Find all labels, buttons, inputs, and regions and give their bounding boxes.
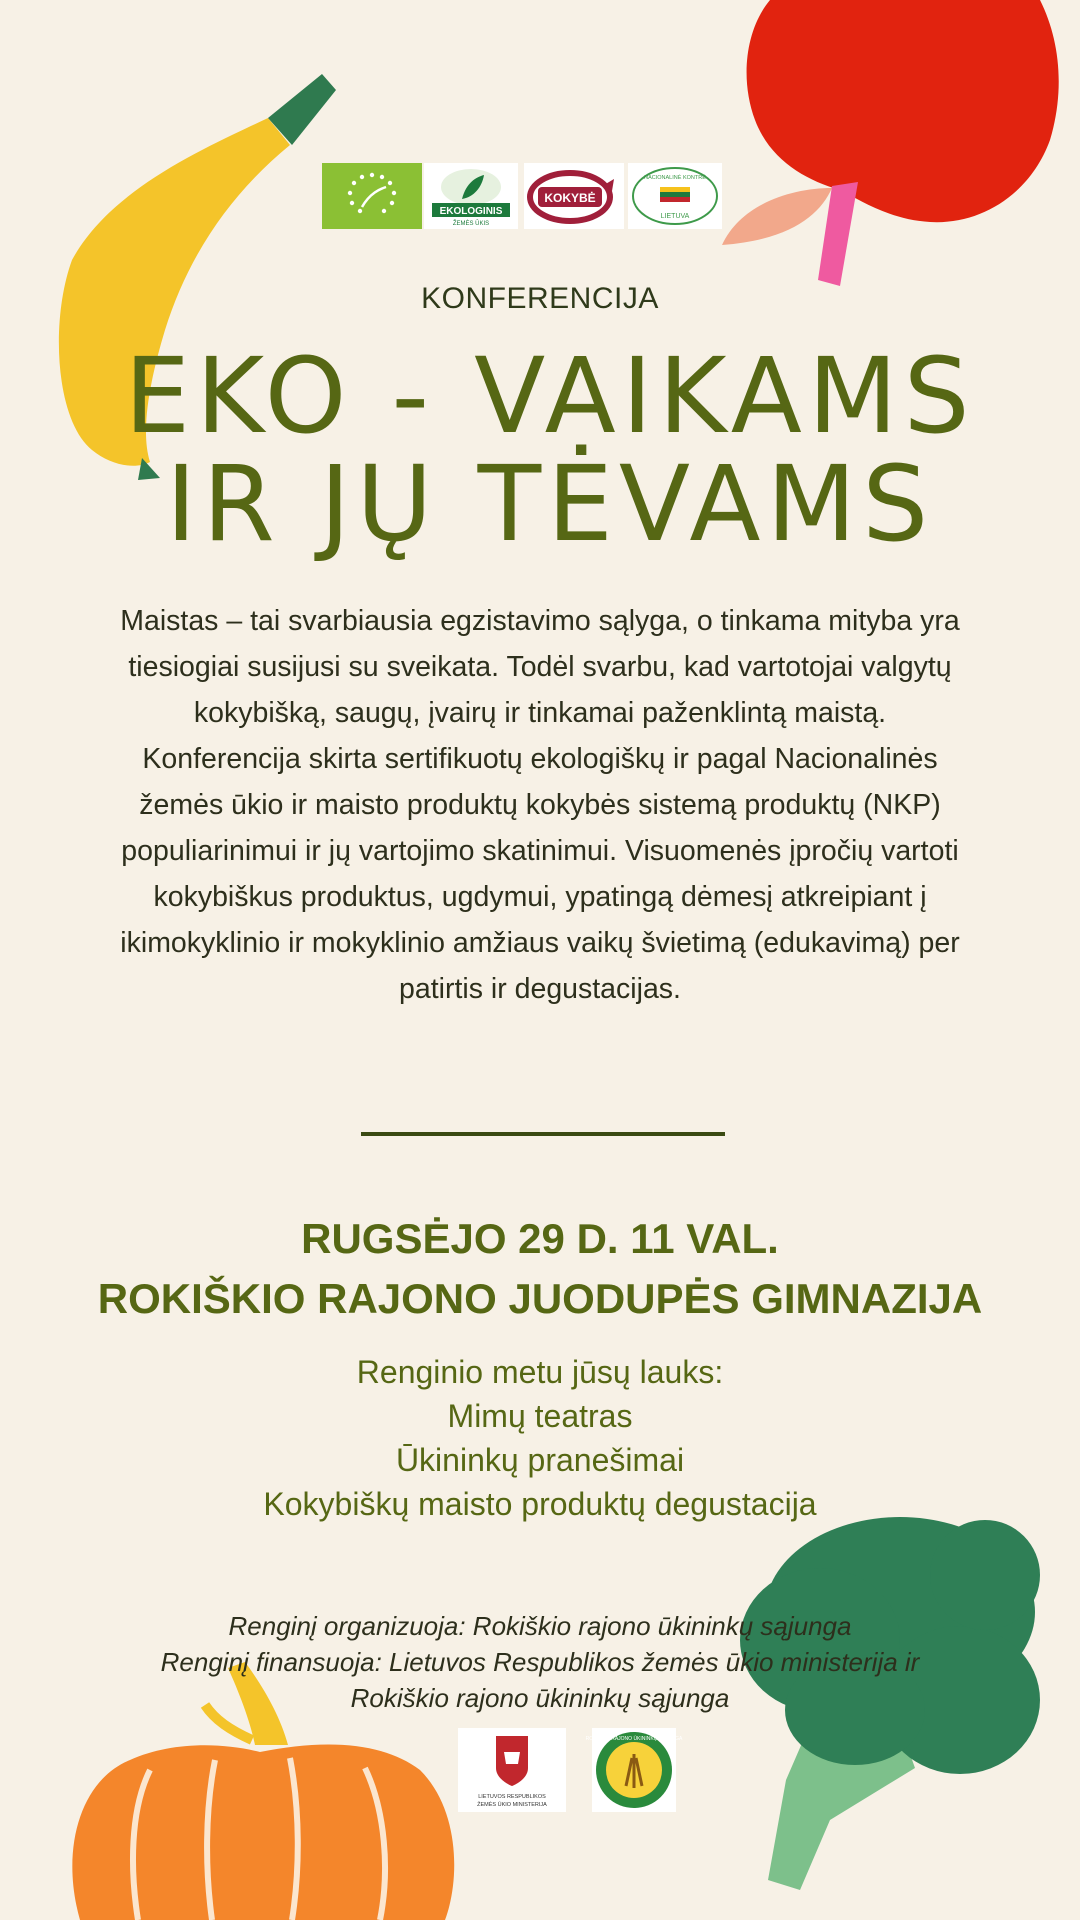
ekologinis-logo xyxy=(424,160,518,232)
nkp-logo xyxy=(628,160,722,232)
page-title-line1: EKO - VAIKAMS xyxy=(124,335,976,457)
program-item: Ūkininkų pranešimai xyxy=(395,1442,685,1478)
svg-text:ROKIŠKIO RAJONO ŪKININKŲ SĄJUN: ROKIŠKIO RAJONO ŪKININKŲ SĄJUNGA xyxy=(585,1736,683,1742)
program-list xyxy=(0,1350,1080,1526)
intro-paragraph-2: Konferencija skirta sertifikuotų ekologiškų ir pagal Nacionalinės žemės ūkio ir maisto produktų kokybės sistemą produktų (NKP) populiarinimui ir jų vartojimo skatinimui. Visuomenės įpročių vartoti kokybiškus produktus, ugdymui, ypatingą dėmesį atkreipiant į ikimokyklinio ir mokyklinio amžiaus vaikų švietimą (edukavimą) per patirtis ir degustacijas. xyxy=(120,743,960,1005)
sponsor-logos xyxy=(458,1728,683,1812)
svg-text:LIETUVA: LIETUVA xyxy=(660,213,690,220)
intro-text xyxy=(110,598,970,1012)
certification-logos xyxy=(320,160,725,235)
funder-line-1: Renginį finansuoja: Lietuvos Respublikos žemės ūkio ministerija ir xyxy=(160,1647,920,1677)
intro-paragraph-1: Maistas – tai svarbiausia egzistavimo sąlyga, o tinkama mityba yra tiesiogiai susijusi su sveikata. Todėl svarbu, kad vartotojai valgytų kokybišką, saugų, įvairų ir tinkamai paženklintą maistą. xyxy=(120,605,960,729)
divider xyxy=(361,1132,725,1136)
event-place: ROKIŠKIO RAJONO JUODUPĖS GIMNAZIJA xyxy=(97,1275,983,1322)
svg-text:ŽEMĖS ŪKIO MINISTERIJA: ŽEMĖS ŪKIO MINISTERIJA xyxy=(477,1802,547,1808)
program-item: Mimų teatras xyxy=(447,1398,633,1434)
event-date: RUGSĖJO 29 D. 11 VAL. xyxy=(301,1215,779,1262)
svg-text:ŽEMĖS ŪKIS: ŽEMĖS ŪKIS xyxy=(452,221,490,227)
kokybe-logo xyxy=(524,160,624,232)
svg-text:NACIONALINĖ KONTRĖ: NACIONALINĖ KONTRĖ xyxy=(644,175,706,181)
svg-text:EKOLOGINIS: EKOLOGINIS xyxy=(439,206,503,217)
svg-text:LIETUVOS RESPUBLIKOS: LIETUVOS RESPUBLIKOS xyxy=(478,1794,546,1800)
credits xyxy=(100,1608,980,1716)
program-heading: Renginio metu jūsų lauks: xyxy=(356,1354,724,1390)
organizer-line: Renginį organizuoja: Rokiškio rajono ūkininkų sąjunga xyxy=(228,1611,852,1641)
farmers-union-logo xyxy=(585,1728,683,1812)
event-type-label: KONFERENCIJA xyxy=(421,282,659,315)
page-title-line2: IR JŲ TĖVAMS xyxy=(165,443,935,565)
svg-text:KOKYBĖ: KOKYBĖ xyxy=(544,191,596,205)
apple-illustration xyxy=(722,0,1059,286)
funder-line-2: Rokiškio rajono ūkininkų sąjunga xyxy=(350,1683,730,1713)
program-item: Kokybiškų maisto produktų degustacija xyxy=(263,1486,817,1522)
ministry-logo xyxy=(458,1728,566,1812)
eu-organic-logo xyxy=(322,160,422,232)
